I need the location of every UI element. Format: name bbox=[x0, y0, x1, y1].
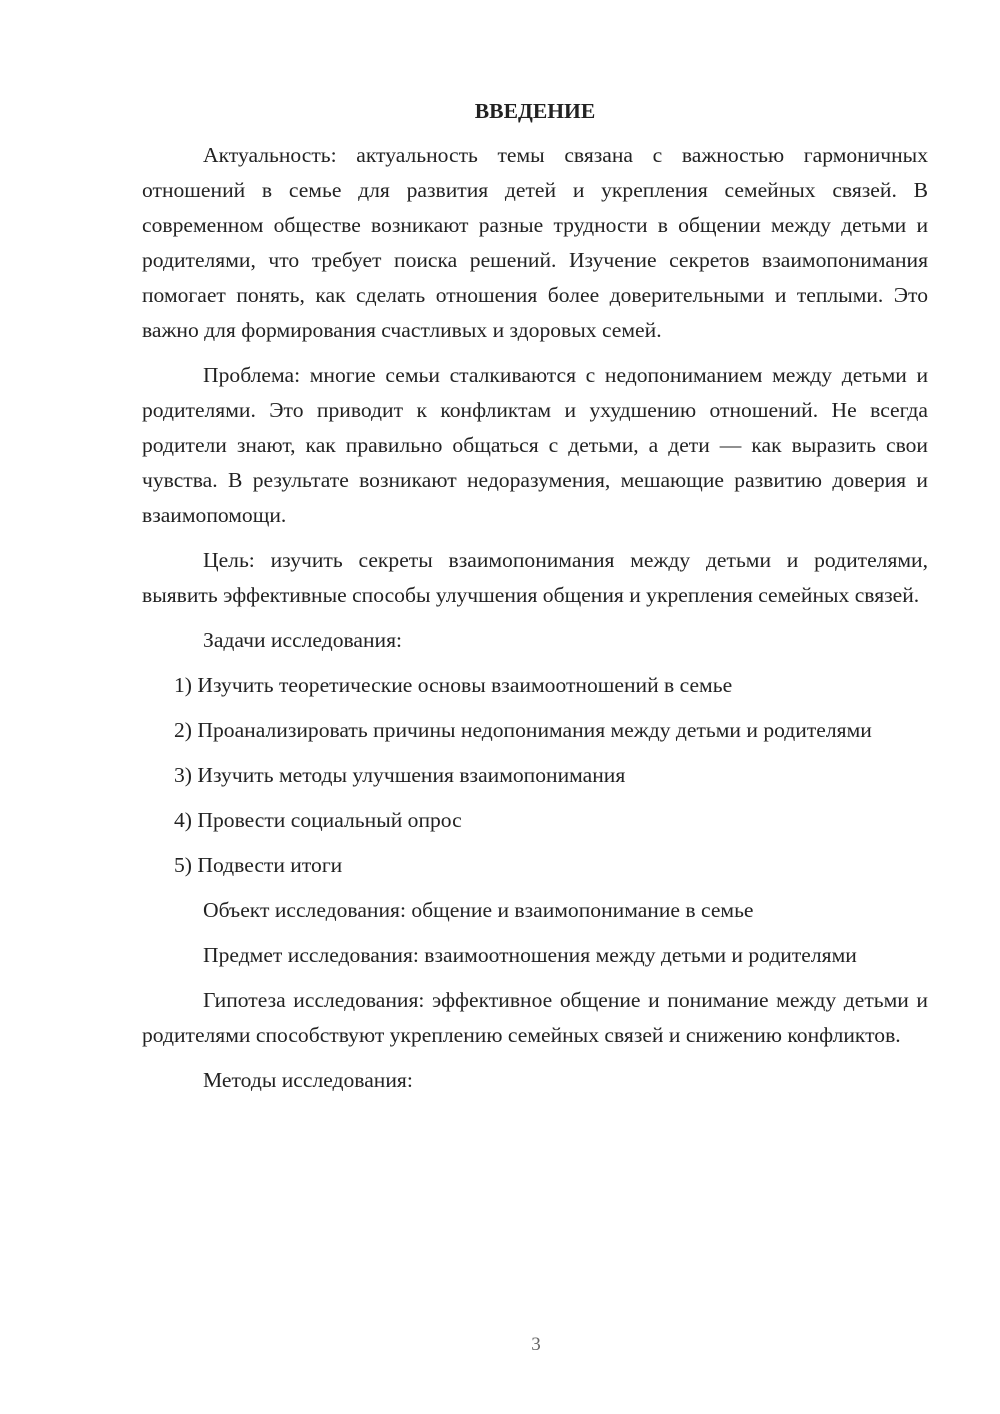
hypothesis-paragraph: Гипотеза исследования: эффективное общение и понимание между детьми и родителями способствуют укреплению семейных связей и снижению конфликтов. bbox=[142, 988, 928, 1047]
object-paragraph: Объект исследования: общение и взаимопонимание в семье bbox=[203, 898, 754, 922]
task-item: 3) Изучить методы улучшения взаимопонимания bbox=[174, 763, 626, 787]
tasks-heading: Задачи исследования: bbox=[203, 628, 403, 652]
task-item: 2) Проанализировать причины недопонимания между детьми и родителями bbox=[174, 718, 872, 742]
document-page bbox=[142, 96, 928, 1108]
task-item: 4) Провести социальный опрос bbox=[174, 808, 462, 832]
subject-paragraph: Предмет исследования: взаимоотношения между детьми и родителями bbox=[203, 943, 857, 967]
goal-paragraph: Цель: изучить секреты взаимопонимания между детьми и родителями, выявить эффективные способы улучшения общения и укрепления семейных связей. bbox=[142, 548, 928, 607]
problem-paragraph: Проблема: многие семьи сталкиваются с недопониманием между детьми и родителями. Это приводит к конфликтам и ухудшению отношений. Не всегда родители знают, как правильно общаться с детьми, а дети — как выразить свои чувства. В результате возникают недоразумения, мешающие развитию доверия и взаимопомощи. bbox=[142, 363, 928, 527]
methods-heading: Методы исследования: bbox=[203, 1068, 413, 1092]
section-heading: ВВЕДЕНИЕ bbox=[474, 99, 596, 123]
task-item: 5) Подвести итоги bbox=[174, 853, 343, 877]
relevance-paragraph: Актуальность: актуальность темы связана с важностью гармоничных отношений в семье для развития детей и укрепления семейных связей. В современном обществе возникают разные трудности в общении между детьми и родителями, что требует поиска решений. Изучение секретов взаимопонимания помогает понять, как сделать отношения более доверительными и теплыми. Это важно для формирования счастливых и здоровых семей. bbox=[142, 143, 928, 342]
page-number: 3 bbox=[531, 1334, 541, 1355]
task-item: 1) Изучить теоретические основы взаимоотношений в семье bbox=[174, 673, 733, 697]
